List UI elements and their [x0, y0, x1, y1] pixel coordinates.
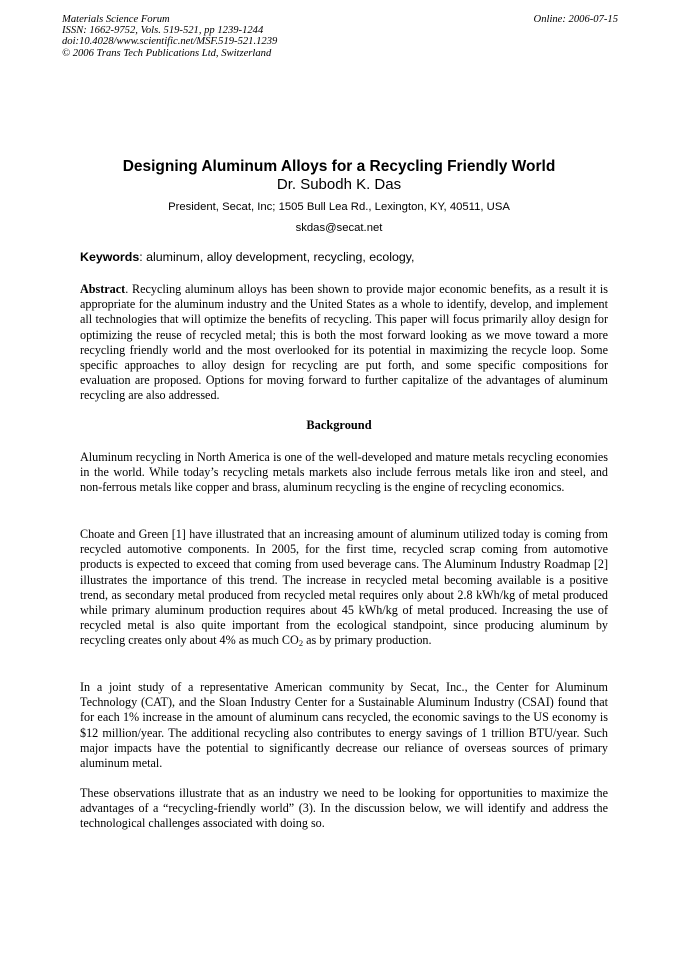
journal-name: Materials Science Forum	[62, 14, 170, 25]
section-heading-background: Background	[306, 418, 372, 432]
journal-copyright: © 2006 Trans Tech Publications Ltd, Switzerland	[62, 47, 272, 59]
background-paragraph-2	[80, 527, 608, 649]
keywords	[80, 250, 620, 264]
abstract-label: Abstract	[80, 282, 126, 296]
keywords-label: Keywords	[80, 250, 140, 264]
author-email: skdas@secat.net	[295, 222, 383, 234]
paper-title: Designing Aluminum Alloys for a Recycling Friendly World	[122, 158, 556, 175]
background-paragraph-4: These observations illustrate that as an industry we need to be looking for opportunities to maximize the advantages of a “recycling-friendly world” (3). In the discussion below, we will identify and address the technological challenges associated with doing so.	[80, 786, 608, 831]
paragraph-2-end: as by primary production.	[303, 633, 432, 648]
co2-subscript: 2	[298, 638, 304, 649]
background-paragraph-1: Aluminum recycling in North America is one of the well-developed and mature metals recycling economies in the world. While today’s recycling metals markets also include ferrous metals like iron and steel, and non-ferrous metals like copper and brass, aluminum recycling is the engine of recycling economics.	[80, 450, 608, 495]
journal-doi: doi:10.4028/www.scientific.net/MSF.519-521.1239	[62, 36, 278, 48]
journal-header	[62, 14, 618, 59]
abstract-text: . Recycling aluminum alloys has been shown to provide major economic benefits, as a result it is appropriate for the aluminum industry and the United States as a whole to identify, develop, and implement all technologies that will optimize the benefits of recycling. This paper will focus primarily alloy design for optimizing the reuse of recycled metal; this is both the most forward looking as we move toward a more recycling friendly world and the most overlooked for its potential in maximizing the recycle loop. Some specific approaches to alloy design for recycling are put forth, and some specific compositions for evaluation are proposed. Options for moving forward to further capitalize of the advantages of aluminum recycling are also addressed.	[80, 282, 608, 403]
keywords-text: : aluminum, alloy development, recycling, ecology,	[139, 250, 415, 264]
online-date: Online: 2006-07-15	[533, 14, 618, 25]
paragraph-2-main: Choate and Green [1] have illustrated that an increasing amount of aluminum utilized today is coming from recycled automotive components. In 2005, for the first time, recycled scrap coming from automotive products is expected to exceed that coming from used beverage cans. The Aluminum Industry Roadmap [2] illustrates the importance of this trend. The increase in recycled metal becoming available is a positive trend, as secondary metal produced from recycled metal requires only about 2.8 kWh/kg of metal produced while primary aluminum production requires about 45 kWh/kg of metal produced. Increasing the use of recycled metal is also quite important from the ecological standpoint, since producing aluminum by recycling creates only about 4% as much CO	[80, 527, 608, 648]
journal-issn: ISSN: 1662-9752, Vols. 519-521, pp 1239-1244	[62, 25, 264, 37]
author-name: Dr. Subodh K. Das	[276, 176, 402, 193]
author-affiliation: President, Secat, Inc; 1505 Bull Lea Rd., Lexington, KY, 40511, USA	[168, 201, 510, 213]
background-paragraph-3: In a joint study of a representative American community by Secat, Inc., the Center for Aluminum Technology (CAT), and the Sloan Industry Center for a Sustainable Aluminum Industry (CSAI) found that for each 1% increase in the amount of aluminum cans recycled, the economic savings to the US economy is $12 million/year. The additional recycling also contributes to energy savings of 1 trillion BTU/year. Such major impacts have the potential to significantly decrease our reliance of overseas sources of primary aluminum metal.	[80, 680, 608, 771]
abstract	[80, 282, 608, 404]
